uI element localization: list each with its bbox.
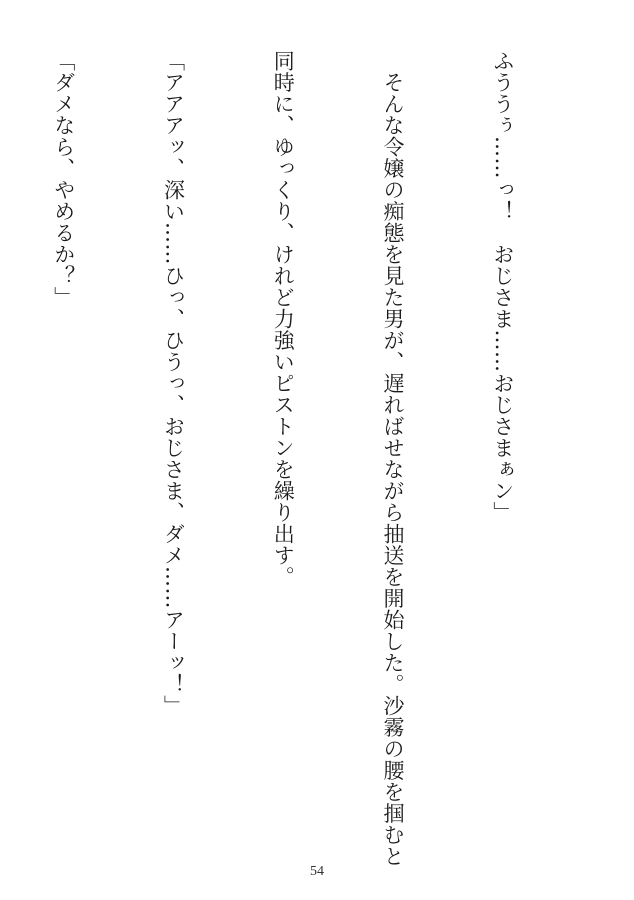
text-line: 「ダメなら、やめるか？」	[51, 50, 76, 308]
text-line: そんな令嬢の痴態を見た男が、遅ればせながら抽送を開始した。沙霧の腰を掴むと	[381, 50, 406, 867]
text-line: ふううぅ……っ！ おじさま……おじさまぁン」	[490, 50, 515, 523]
text-line: 「アアアッ、深い……ひっ、ひうっ、おじさま、ダメ……アーッ！」	[161, 50, 186, 717]
page-number: 54	[310, 864, 324, 879]
text-line: 同時に、ゆっくり、けれど力強いピストンを繰り出す。	[271, 50, 296, 588]
vertical-text-body	[0, 50, 594, 867]
